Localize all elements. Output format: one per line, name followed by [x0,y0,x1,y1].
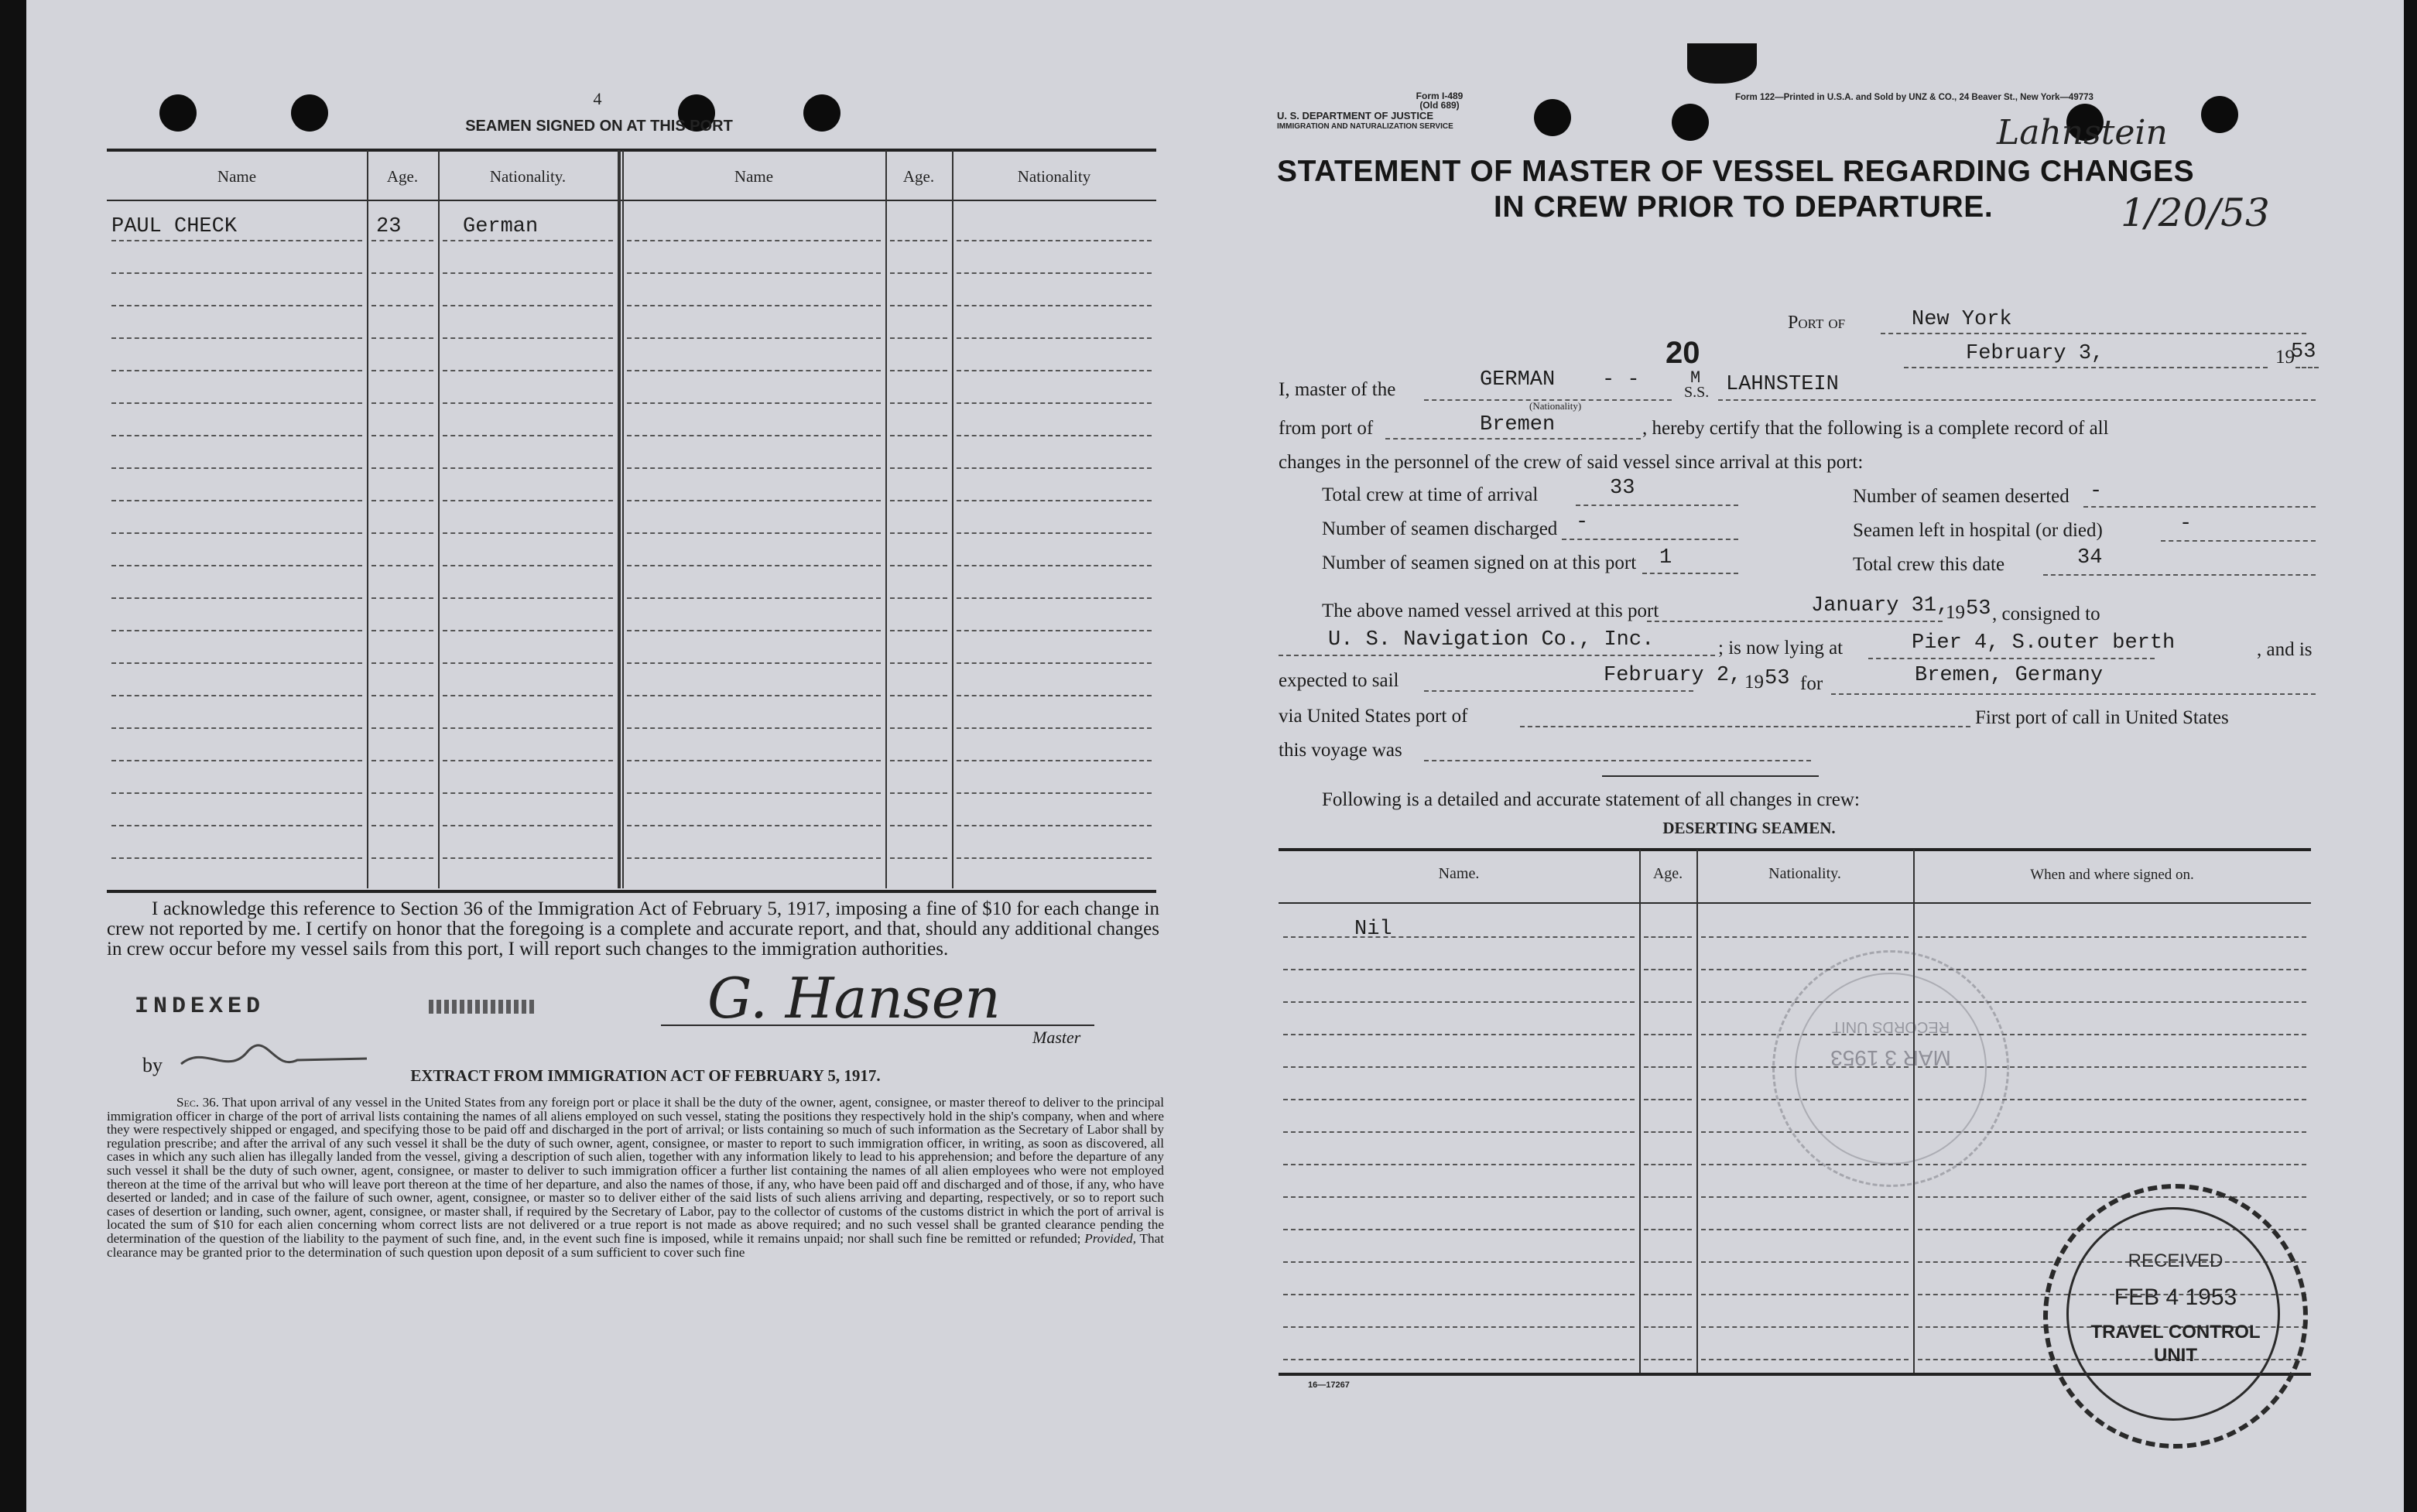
department: U. S. DEPARTMENT OF JUSTICE [1277,110,1433,121]
date-value: February 3, [1966,342,2104,365]
ruled-row-line [1283,1359,1635,1360]
ruled-row-line [371,272,433,274]
ruled-row-line [443,792,613,794]
received-stamp [2043,1184,2308,1449]
ruled-row-line [371,760,433,761]
ruled-row-line [111,760,362,761]
ruled-row-line [627,792,881,794]
ruled-row-line [443,272,613,274]
vessel-prefix-top: M [1690,368,1701,388]
fill-line [1424,690,1693,692]
ruled-row-line [111,597,362,599]
page-number: 4 [593,89,602,108]
ruled-row-line [890,467,947,469]
column-header: Nationality. [1768,865,1841,882]
ruled-row-line [890,272,947,274]
ruled-row-line [1283,1034,1635,1035]
ruled-row-line [627,532,881,534]
ruled-row-line [371,532,433,534]
ruled-row-line [111,500,362,501]
ruled-row-line [890,240,947,241]
discharged-label: Number of seamen discharged [1322,518,1558,539]
ruled-row-line [1918,1196,2306,1198]
ruled-row-line [443,467,613,469]
fill-line [1424,760,1811,761]
ruled-row-line [111,565,362,566]
ruled-row-line [627,760,881,761]
first-port-label: First port of call in United States [1975,707,2229,728]
ruled-row-line [371,792,433,794]
ruled-row-line [1918,936,2306,938]
changes-text: changes in the personnel of the crew of said vessel since arrival at this port: [1279,452,1864,473]
voyage-label: this voyage was [1279,740,1402,761]
ruled-row-line [443,305,613,306]
hospital-label: Seamen left in hospital (or died) [1853,520,2103,541]
column-divider [1639,850,1641,1373]
extract-provided: Provided, [1084,1230,1136,1246]
column-divider [622,150,624,888]
ruled-row-line [627,272,881,274]
column-header: Age. [386,167,419,186]
port-value: New York [1912,308,2012,331]
ruled-row-line [1918,969,2306,970]
ruled-row-line [627,305,881,306]
destination: Bremen, Germany [1915,664,2104,687]
ruled-row-line [1644,1294,1692,1295]
fill-line [1385,438,1641,440]
ruled-row-line [371,857,433,859]
ruled-row-line [1283,1131,1635,1133]
ruled-row-line [1701,1359,1909,1360]
ruled-row-line [111,272,362,274]
ruled-row-line [890,662,947,664]
printer-note: Form 122—Printed in U.S.A. and Sold by UNZ & CO., 24 Beaver St., New York—49773 [1735,93,2093,102]
fill-line [1904,367,2268,368]
ruled-row-line [890,532,947,534]
received-stamp-date: FEB 4 1953 [2114,1285,2237,1310]
ruled-row-line [111,727,362,729]
column-header: Age. [1652,865,1683,882]
ruled-row-line [957,305,1152,306]
punch-hole [291,94,328,132]
ruled-row-line [443,435,613,436]
ruled-row-line [1283,1229,1635,1230]
ruled-row-line [443,565,613,566]
column-divider [1696,850,1698,1373]
ruled-row-line [890,402,947,404]
ruled-row-line [111,825,362,826]
ruled-row-line [371,370,433,371]
ruled-row-line [1283,1099,1635,1100]
lying-value: Pier 4, S.outer berth [1912,631,2176,655]
ruled-row-line [1644,1326,1692,1328]
ruled-row-line [1283,1294,1635,1295]
extract-body: That upon arrival of any vessel in the United States from any foreign port or place it shall be the duty of the owner, agent, consignee, or master thereof to deliver to the principal immigration officer in charge of the port of arrival lists containing the names of all aliens employed on such vessel, stating the positions they respectively hold in the ship's company, when and where they were respectively shipped or engaged, and specifying those to be paid off and discharged in the port of arrival; or lists containing so much of such information as the Secretary of Labor shall by regulation prescribe; and after the arrival of any such vessel it shall be the duty of such owner, agent, consignee, or master to report to such immigration officer, in writing, as soon as discovered, all cases in which any such alien has illegally landed from the vessel, giving a description of such alien, together with any information likely to lead to his apprehension; and before the departure of any such vessel it shall be the duty of such owner, agent, consignee, or master to deliver to such immigration officer a further list containing the names of all alien employees who were not employed thereon at the time of the arrival but who will leave port thereon at the time of her departure, and also the names of those, if any, who have been paid off and discharged and of those, if any, who have deserted or landed; and in case of the failure of such owner, agent, consignee, or master so to deliver either of the said lists of such aliens arriving and departing, respectively, or so to report such cases of desertion or landing, such owner, agent, consignee, or master shall, if required by the Secretary of Labor, pay to the collector of customs of the customs district in which the port of arrival is located the sum of $10 for each alien concerning whom correct lists are not delivered or a true report is not made as above required; and no such vessel shall be granted clearance pending the determination of the question of the liability to the payment of such fine, and, in the event such fine is imposed, while it remains unpaid; nor shall such fine be remitted or refunded; [107,1095,1164,1246]
ruled-row-line [371,402,433,404]
ruled-row-line [1644,936,1692,938]
ruled-row-line [1283,1001,1635,1003]
signed-on-value: 1 [1659,546,1672,570]
ruled-row-line [957,792,1152,794]
fill-line [2161,540,2316,542]
ruled-row-line [957,532,1152,534]
table-bottom-rule [107,890,1156,893]
column-header: Nationality. [489,167,567,186]
ruled-row-line [627,630,881,631]
ruled-row-line [627,467,881,469]
consignee: U. S. Navigation Co., Inc. [1328,628,1655,652]
vessel-prefix: S.S. [1684,384,1710,401]
ruled-row-line [890,337,947,339]
ruled-row-line [443,760,613,761]
column-divider [618,150,621,888]
crew-nationality: German [463,215,539,238]
vessel-name: LAHNSTEIN [1726,373,1839,396]
fill-line [1831,693,2316,695]
ruled-row-line [957,760,1152,761]
table-header-rule [1279,902,2311,904]
crew-name: PAUL CHECK [111,215,238,238]
punch-hole [159,94,197,132]
ruled-row-line [371,695,433,696]
arrived-label: The above named vessel arrived at this port [1322,600,1659,621]
service: IMMIGRATION AND NATURALIZATION SERVICE [1277,122,1453,131]
ruled-row-line [957,370,1152,371]
ruled-row-line [1644,1001,1692,1003]
total-crew-date-label: Total crew this date [1853,554,2005,575]
ruled-row-line [627,370,881,371]
fill-line [1520,726,1970,727]
ruled-row-line [443,402,613,404]
ruled-row-line [957,857,1152,859]
ruled-row-line [957,695,1152,696]
ruled-row-line [1283,936,1635,938]
ruled-row-line [957,337,1152,339]
ruled-row-line [111,467,362,469]
ruled-row-line [1701,1196,1909,1198]
column-divider [885,150,887,888]
received-stamp-unit: TRAVEL CONTROL [2090,1322,2261,1343]
faded-stamp-text: RECORDS UNIT [1831,1018,1950,1035]
ruled-row-line [890,597,947,599]
deserted-value: - [2090,480,2103,503]
ruled-row-line [627,435,881,436]
from-port-label: from port of [1279,418,1374,439]
ruled-row-line [443,370,613,371]
column-header: Name [217,167,257,186]
ruled-row-line [957,240,1152,241]
ruled-row-line [371,337,433,339]
ruled-row-line [111,240,362,241]
ruled-row-line [957,597,1152,599]
left-page [26,0,1192,1512]
ruled-row-line [627,240,881,241]
ruled-row-line [627,662,881,664]
fill-line [2295,367,2319,368]
fill-line [1562,539,1738,540]
fill-line [1642,573,1738,574]
ruled-row-line [957,402,1152,404]
ruled-row-line [890,857,947,859]
nationality-caption: (Nationality) [1529,400,1582,412]
fill-line [1868,658,2155,659]
arrived-year: 53 [1966,597,1991,621]
column-divider [367,150,368,888]
ruled-row-line [1644,1196,1692,1198]
ruled-row-line [443,597,613,599]
ruled-row-line [1918,1164,2306,1165]
column-header: Nationality [1017,167,1091,186]
ruled-row-line [890,305,947,306]
year-prefix: 19 [2275,347,2295,368]
certify-text: , hereby certify that the following is a complete record of all [1642,418,2109,439]
ruled-row-line [627,500,881,501]
ruled-row-line [111,370,362,371]
ruled-row-line [957,467,1152,469]
ruled-row-line [957,630,1152,631]
ruled-row-line [957,662,1152,664]
ruled-row-line [371,240,433,241]
crew-age: 23 [376,215,402,238]
ruled-row-line [443,500,613,501]
sail-date: February 2, [1604,664,1742,687]
consigned-label: , consigned to [1992,604,2100,624]
fill-line [1647,621,1943,622]
nil-entry: Nil [1354,918,1392,941]
ruled-row-line [1283,1326,1635,1328]
fill-line [1881,333,2306,334]
indexed-stamp: INDEXED [135,994,265,1020]
ruled-row-line [627,565,881,566]
ruled-row-line [890,825,947,826]
ruled-row-line [371,597,433,599]
ruled-row-line [1283,969,1635,970]
column-header: Age. [902,167,935,186]
ruled-row-line [627,825,881,826]
ruled-row-line [111,532,362,534]
deserting-title: DESERTING SEAMEN. [1662,819,1836,837]
received-stamp-unit2: UNIT [2154,1345,2197,1366]
punch-hole [1534,99,1571,136]
from-port-value: Bremen [1480,413,1556,436]
ruled-row-line [443,532,613,534]
acknowledgement-text: I acknowledge this reference to Section 36 of the Immigration Act of February 5, 1917, imposing a fine of $10 for each change in crew not reported by me. I certify on honor that the foregoing is a complete and accurate report, and that, should any additional changes in crew occur before my vessel sails from this port, I will report such changes to the immigration authorities. [107,898,1159,960]
ruled-row-line [443,240,613,241]
year-value: 53 [2291,340,2316,364]
ruled-row-line [1644,1099,1692,1100]
ruled-row-line [957,500,1152,501]
and-is: , and is [2257,639,2313,660]
ruled-row-line [627,695,881,696]
faded-stamp-mark [429,1000,537,1014]
ruled-row-line [627,402,881,404]
ruled-row-line [890,760,947,761]
received-stamp-title: RECEIVED [2128,1250,2224,1271]
punch-hole [2201,96,2238,133]
fill-line [1279,655,1715,656]
form-number: Form I-489 [1416,91,1464,101]
ruled-row-line [1283,1196,1635,1198]
form-title-line2: IN CREW PRIOR TO DEPARTURE. [1494,190,1994,224]
lying-label: ; is now lying at [1718,638,1844,659]
ruled-row-line [890,565,947,566]
ruled-row-line [371,565,433,566]
signature-caption: Master [1032,1028,1081,1047]
form-title-line1: STATEMENT OF MASTER OF VESSEL REGARDING CHANGES [1277,155,2195,188]
ruled-row-line [1701,1326,1909,1328]
punch-hole [1672,104,1709,141]
handwritten-ship-name: Lahnstein [1997,113,2168,152]
ruled-row-line [1644,969,1692,970]
ruled-row-line [111,695,362,696]
number-stamp: 20 [1666,336,1700,370]
table-top-rule [107,149,1156,152]
ruled-row-line [371,305,433,306]
signature-line [661,1025,1094,1026]
ruled-row-line [443,695,613,696]
ruled-row-line [443,727,613,729]
extract-title: EXTRACT FROM IMMIGRATION ACT OF FEBRUARY 5, 1917. [410,1066,881,1085]
section-title: SEAMEN SIGNED ON AT THIS PORT [465,118,733,135]
for-label: for [1800,673,1823,694]
ruled-row-line [1283,1261,1635,1263]
ruled-row-line [890,630,947,631]
ruled-row-line [371,662,433,664]
table-top-rule [1279,848,2311,851]
ruled-row-line [890,727,947,729]
ruled-row-line [627,857,881,859]
ruled-row-line [371,500,433,501]
ruled-row-line [1644,1261,1692,1263]
total-crew-arrival-label: Total crew at time of arrival [1322,484,1539,505]
fill-line [2083,506,2316,508]
ruled-row-line [890,435,947,436]
ruled-row-line [1701,1294,1909,1295]
column-divider [952,150,953,888]
ruled-row-line [1644,1164,1692,1165]
fill-line [1718,399,2316,401]
ruled-row-line [1644,1131,1692,1133]
total-crew-arrival-value: 33 [1610,477,1635,500]
ruled-row-line [111,305,362,306]
extract-section-label: Sec. 36. [176,1095,220,1110]
ruled-row-line [111,435,362,436]
ruled-row-line [1644,1034,1692,1035]
handwritten-date: 1/20/53 [2121,190,2270,235]
sail-year: 53 [1765,667,1790,690]
ruled-row-line [443,630,613,631]
fill-line [1576,505,1738,506]
ruled-row-line [443,825,613,826]
hospital-value: - [2179,512,2193,535]
ruled-row-line [957,727,1152,729]
master-signature: G. Hansen [707,966,1001,1031]
via-label: via United States port of [1279,706,1468,727]
ruled-row-line [1701,1261,1909,1263]
form-old-number: (Old 689) [1419,100,1460,111]
column-header: Name. [1438,865,1480,882]
right-page [1192,0,2404,1512]
ruled-row-line [957,272,1152,274]
ruled-row-line [627,597,881,599]
ruled-row-line [1701,1229,1909,1230]
deserted-label: Number of seamen deserted [1853,486,2070,507]
ruled-row-line [627,727,881,729]
expected-label: expected to sail [1279,670,1399,691]
ruled-row-line [1644,1066,1692,1068]
faded-records-stamp [1772,950,2009,1187]
ruled-row-line [1283,1164,1635,1165]
ruled-row-line [443,337,613,339]
nationality-dash: - - [1602,368,1640,392]
ruled-row-line [1644,1229,1692,1230]
ruled-row-line [890,695,947,696]
ruled-row-line [890,500,947,501]
ruled-row-line [371,467,433,469]
port-label: Port of [1788,313,1846,333]
torn-edge [1687,43,1757,84]
nationality-value: GERMAN [1480,368,1556,392]
column-header: When and where signed on. [2030,867,2194,883]
column-divider [438,150,440,888]
ruled-row-line [1644,1359,1692,1360]
ruled-row-line [371,630,433,631]
ruled-row-line [443,662,613,664]
arrived-date: January 31, [1811,594,1950,617]
ruled-row-line [111,857,362,859]
ruled-row-line [1283,1066,1635,1068]
ruled-row-line [957,825,1152,826]
table-header-rule [107,200,1156,201]
ruled-row-line [957,435,1152,436]
ruled-row-line [371,825,433,826]
ruled-row-line [890,792,947,794]
ruled-row-line [890,370,947,371]
following-text: Following is a detailed and accurate statement of all changes in crew: [1322,789,1860,810]
master-label: I, master of the [1279,379,1396,400]
arrived-year-prefix: 19 [1946,602,1965,623]
ruled-row-line [957,565,1152,566]
ruled-row-line [371,727,433,729]
ruled-row-line [627,337,881,339]
fill-line [2043,574,2316,576]
ruled-row-line [111,630,362,631]
faded-stamp-date: MAR 3 1953 [1830,1046,1951,1070]
sail-year-prefix: 19 [1744,672,1764,693]
discharged-value: - [1576,511,1589,534]
signed-on-label: Number of seamen signed on at this port [1322,552,1637,573]
ruled-row-line [111,792,362,794]
column-header: Name [734,167,774,186]
total-crew-date-value: 34 [2077,546,2103,570]
ruled-row-line [111,402,362,404]
ruled-row-line [443,857,613,859]
ruled-row-line [1701,936,1909,938]
footer-code: 16—17267 [1308,1380,1350,1390]
separator-rule [1602,775,1819,777]
ruled-row-line [371,435,433,436]
ruled-row-line [111,337,362,339]
extract-text [107,1096,1164,1259]
extract-tail: That clearance may be granted prior to the determination of such question upon deposit of a sum sufficient to cover such fine [107,1230,1164,1260]
ruled-row-line [111,662,362,664]
by-label: by [142,1054,163,1076]
